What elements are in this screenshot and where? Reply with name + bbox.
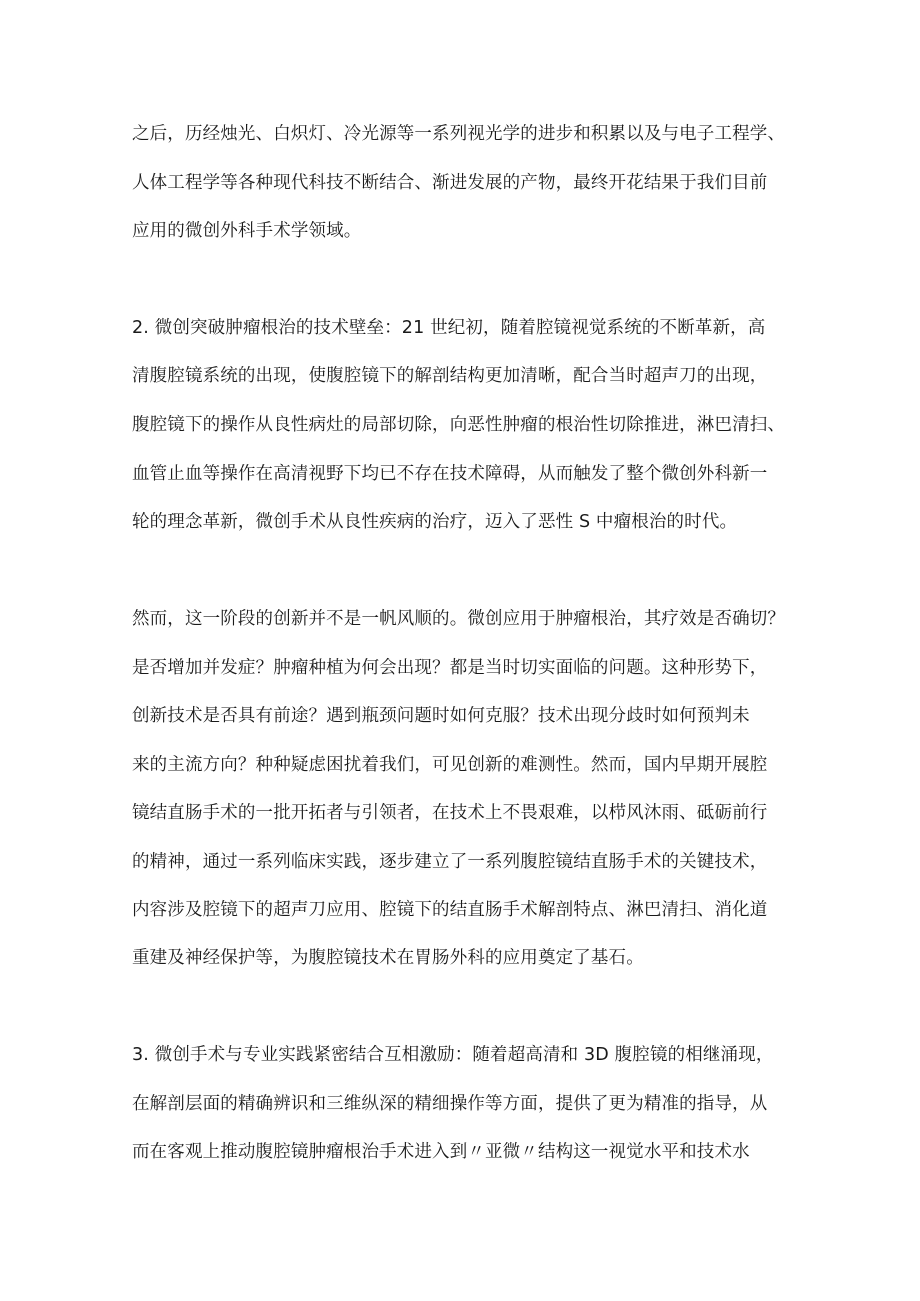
text-line: 腹腔镜下的操作从良性病灶的局部切除，向恶性肿瘤的根治性切除推进，淋巴清扫、 xyxy=(132,415,786,435)
text-line: 清腹腔镜系统的出现，使腹腔镜下的解剖结构更加清晰，配合当时超声刀的出现， xyxy=(132,366,768,386)
text-line: 创新技术是否具有前途？遇到瓶颈问题时如何克服？技术出现分歧时如何预判未 xyxy=(132,706,750,726)
text-line: 来的主流方向？种种疑虑困扰着我们，可见创新的难测性。然而，国内早期开展腔 xyxy=(132,755,768,775)
text-line: 的精神，通过一系列临床实践，逐步建立了一系列腹腔镜结直肠手术的关键技术， xyxy=(132,852,768,872)
text-line: 在解剖层面的精确辨识和三维纵深的精细操作等方面，提供了更为精准的指导，从 xyxy=(132,1094,768,1114)
text-line: 重建及神经保护等，为腹腔镜技术在胃肠外科的应用奠定了基石。 xyxy=(132,948,644,968)
text-line: 应用的微创外科手术学领域。 xyxy=(132,221,362,241)
text-line: 之后，历经烛光、白炽灯、冷光源等一系列视光学的进步和积累以及与电子工程学、 xyxy=(132,124,786,144)
text-line: 镜结直肠手术的一批开拓者与引领者，在技术上不畏艰难，以栉风沐雨、砥砺前行 xyxy=(132,803,768,823)
text-line: 2. 微创突破肿瘤根治的技术壁垒：21 世纪初，随着腔镜视觉系统的不断革新，高 xyxy=(132,318,766,338)
text-line: 然而，这一阶段的创新并不是一帆风顺的。微创应用于肿瘤根治，其疗效是否确切？ xyxy=(132,609,786,629)
text-line: 血管止血等操作在高清视野下均已不存在技术障碍，从而触发了整个微创外科新一 xyxy=(132,464,768,484)
text-line: 内容涉及腔镜下的超声刀应用、腔镜下的结直肠手术解剖特点、淋巴清扫、消化道 xyxy=(132,900,768,920)
text-line: 而在客观上推动腹腔镜肿瘤根治手术进入到〃亚微〃结构这一视觉水平和技术水 xyxy=(132,1142,750,1162)
text-line: 是否增加并发症？肿瘤种植为何会出现？都是当时切实面临的问题。这种形势下， xyxy=(132,658,768,678)
text-line: 人体工程学等各种现代科技不断结合、渐进发展的产物，最终开花结果于我们目前 xyxy=(132,173,768,193)
text-line: 3. 微创手术与专业实践紧密结合互相激励：随着超高清和 3D 腹腔镜的相继涌现， xyxy=(132,1045,774,1065)
text-line: 轮的理念革新，微创手术从良性疾病的治疗，迈入了恶性 S 中瘤根治的时代。 xyxy=(132,512,738,532)
